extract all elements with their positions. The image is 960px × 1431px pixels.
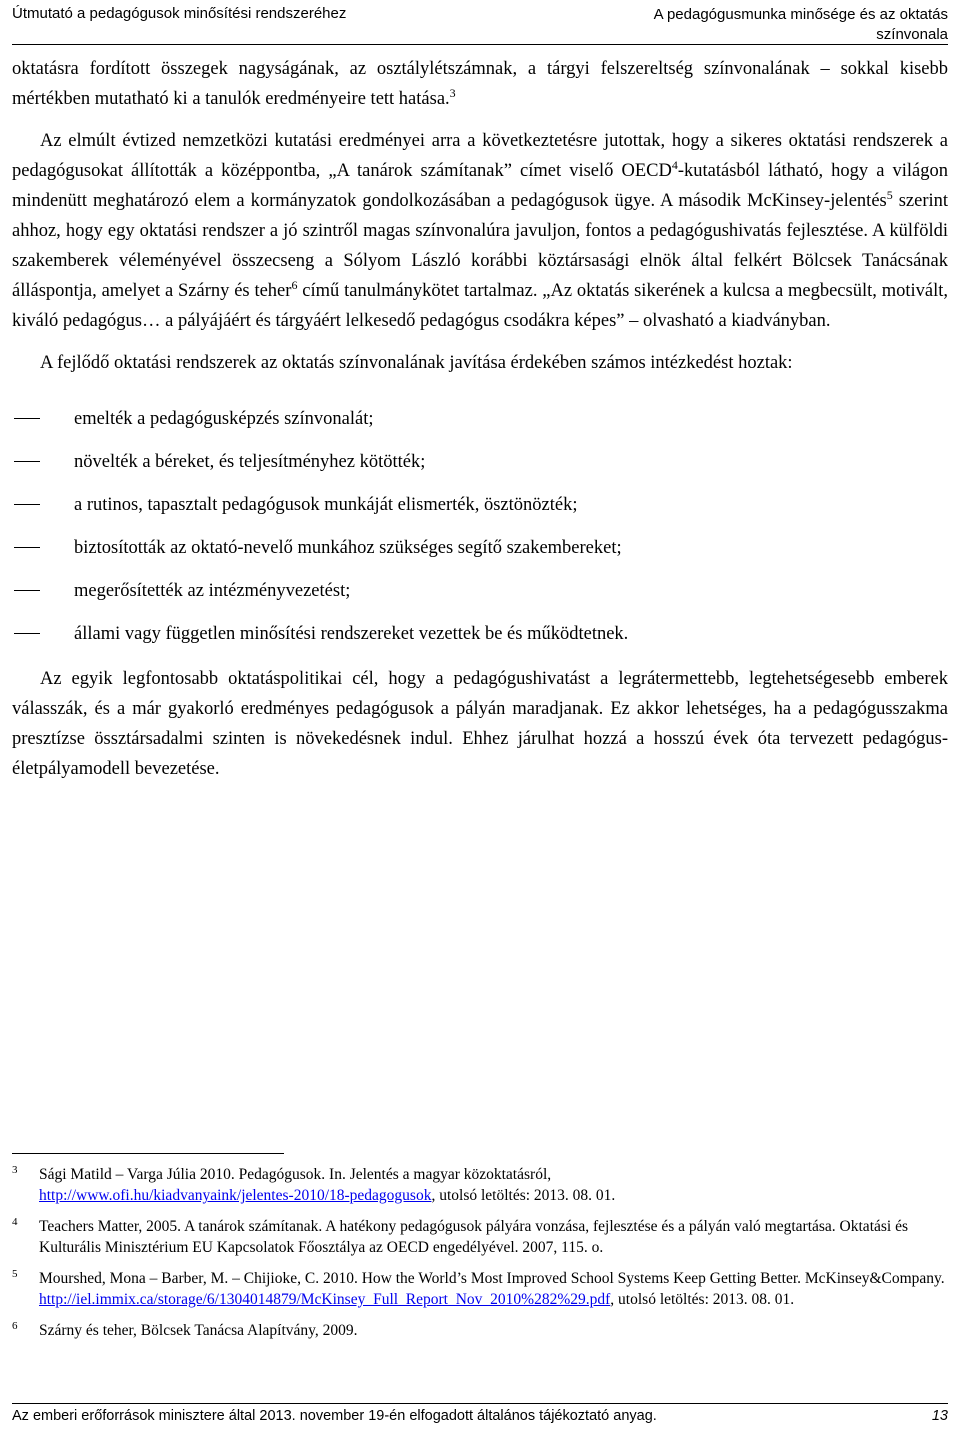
footnote-5 [12,1268,948,1310]
list-item-text: emelték a pedagógusképzés színvonalát; [74,409,374,429]
footnote-text: Sági Matild – Varga Júlia 2010. Pedagógusok. In. Jelentés a magyar közoktatásról, [39,1166,552,1183]
paragraph-2-text-c: szerint ahhoz, hogy egy oktatási rendszer a jó szintről magas színvonalúra javuljon, fontos a pedagógushivatás fejlesztése. A külföldi szakemberek véleményével összecseng a Sólyom László korábbi köztársasági elnök által felkért Bölcsek Tanácsának álláspontja, amelyet a Szárny és teher [12,191,949,301]
list-item [12,404,948,447]
paragraph-2-text-a: Az elmúlt évtized nemzetközi kutatási eredményei arra a következtetésre jutottak, hogy a sikeres oktatási rendszerek a pedagógusokat állították a középpontba, „A tanárok számítanak” címet viselő OECD [12,131,948,181]
footnote-6 [12,1320,948,1341]
footnote-text-after: , utolsó letöltés: 2013. 08. 01. [431,1187,616,1204]
paragraph-4: Az egyik legfontosabb oktatáspolitikai cél, hogy a pedagógushivatást a legrátermettebb, legtehetségesebb emberek válasszák, és a már gyakorló eredményes pedagógusok a pályán maradjanak. Ez akkor lehetséges, ha a pedagógusszakma presztízse össztársadalmi szinten is növekedésnek indul. Ehhez járulhat hozzá a hosszú évek óta tervezett pedagógus-életpályamodell bevezetése. [12,669,948,779]
list-item-text: állami vagy független minősítési rendszereket vezettek be és működtetnek. [74,624,629,644]
footnote-ref-6[interactable]: 6 [291,277,298,292]
footnote-link[interactable]: http://iel.immix.ca/storage/6/1304014879/McKinsey_Full_Report_Nov_2010%282%29.pdf [39,1291,611,1308]
list-item [12,490,948,533]
dash-bullet [14,547,40,548]
dash-bullet [14,418,40,419]
dash-bullet [14,633,40,634]
dash-bullet [14,461,40,462]
footnote-number: 5 [12,1268,18,1280]
footnote-text: Mourshed, Mona – Barber, M. – Chijioke, C. 2010. How the World’s Most Improved School Systems Keep Getting Better. McKinsey&Company. [39,1270,945,1287]
list-item-text: növelték a béreket, és teljesítményhez kötötték; [74,452,426,472]
list-item [12,447,948,490]
header-right-line2: színvonala [876,26,948,43]
header-rule [12,44,948,45]
list-item [12,619,948,662]
paragraph-2 [12,126,948,336]
page-number: 13 [931,1408,948,1424]
footnote-ref-3[interactable]: 3 [449,85,456,100]
footnote-ref-4[interactable]: 4 [671,157,678,172]
footnote-text-after: , utolsó letöltés: 2013. 08. 01. [610,1291,795,1308]
footnote-number: 3 [12,1164,18,1176]
footnote-text: Szárny és teher, Bölcsek Tanácsa Alapítvány, 2009. [39,1322,358,1339]
footnotes [12,1164,948,1351]
footer-rule [12,1403,948,1404]
dash-bullet [14,504,40,505]
paragraph-3: A fejlődő oktatási rendszerek az oktatás színvonalának javítása érdekében számos intézkedést hoztak: [40,353,793,373]
footnote-link[interactable]: http://www.ofi.hu/kiadvanyaink/jelentes-2010/18-pedagogusok [39,1187,432,1204]
list-item-text: megerősítették az intézményvezetést; [74,581,351,601]
header-left-title: Útmutató a pedagógusok minősítési rendszeréhez [12,5,347,22]
footnote-number: 6 [12,1320,18,1332]
main-body [12,54,948,784]
header-right-title [654,5,948,45]
footnote-separator [12,1153,284,1154]
footer-text: Az emberi erőforrások minisztere által 2013. november 19-én elfogadott általános tájékoztató anyag. [12,1408,657,1424]
list-item-text: a rutinos, tapasztalt pedagógusok munkáját elismerték, ösztönözték; [74,495,578,515]
list-item-text: biztosították az oktató-nevelő munkához szükséges segítő szakembereket; [74,538,622,558]
paragraph-1-text: oktatásra fordított összegek nagyságának, az osztálylétszámnak, a tárgyi felszereltség színvonalának – sokkal kisebb mértékben mutatható ki a tanulók eredményeire tett hatása. [12,59,948,109]
running-header [12,0,948,44]
footnote-text: Teachers Matter, 2005. A tanárok számítanak. A hatékony pedagógusok pályára vonzása, fejlesztése és a pályán való megtartása. Oktatási és Kulturális Minisztérium EU Kapcsolatok Főosztálya az OECD engedélyével. 2007, 115. o. [39,1218,908,1256]
paragraph-2-text-d: című tanulmánykötet tartalmaz. „Az oktatás sikerének a kulcsa a megbecsült, motivált, kiváló pedagógus… a pályájáért és tárgyáért lelkesedő pedagógus csodákra képes” – olvasható a kiadványban. [12,281,948,331]
footnote-number: 4 [12,1216,18,1228]
header-right-line1: A pedagógusmunka minősége és az oktatás [653,6,948,23]
measures-list [12,404,948,662]
footnote-ref-5[interactable]: 5 [886,187,893,202]
list-item [12,576,948,619]
paragraph-2-text-b: -kutatásból látható, hogy a világon mindenütt meghatározó elem a kormányzatok gondolkozásában a pedagógusok ügye. A második McKinsey-jelentés [12,161,949,211]
footnote-4 [12,1216,948,1258]
list-item [12,533,948,576]
footnote-3 [12,1164,948,1206]
dash-bullet [14,590,40,591]
paragraph-1 [12,54,948,114]
